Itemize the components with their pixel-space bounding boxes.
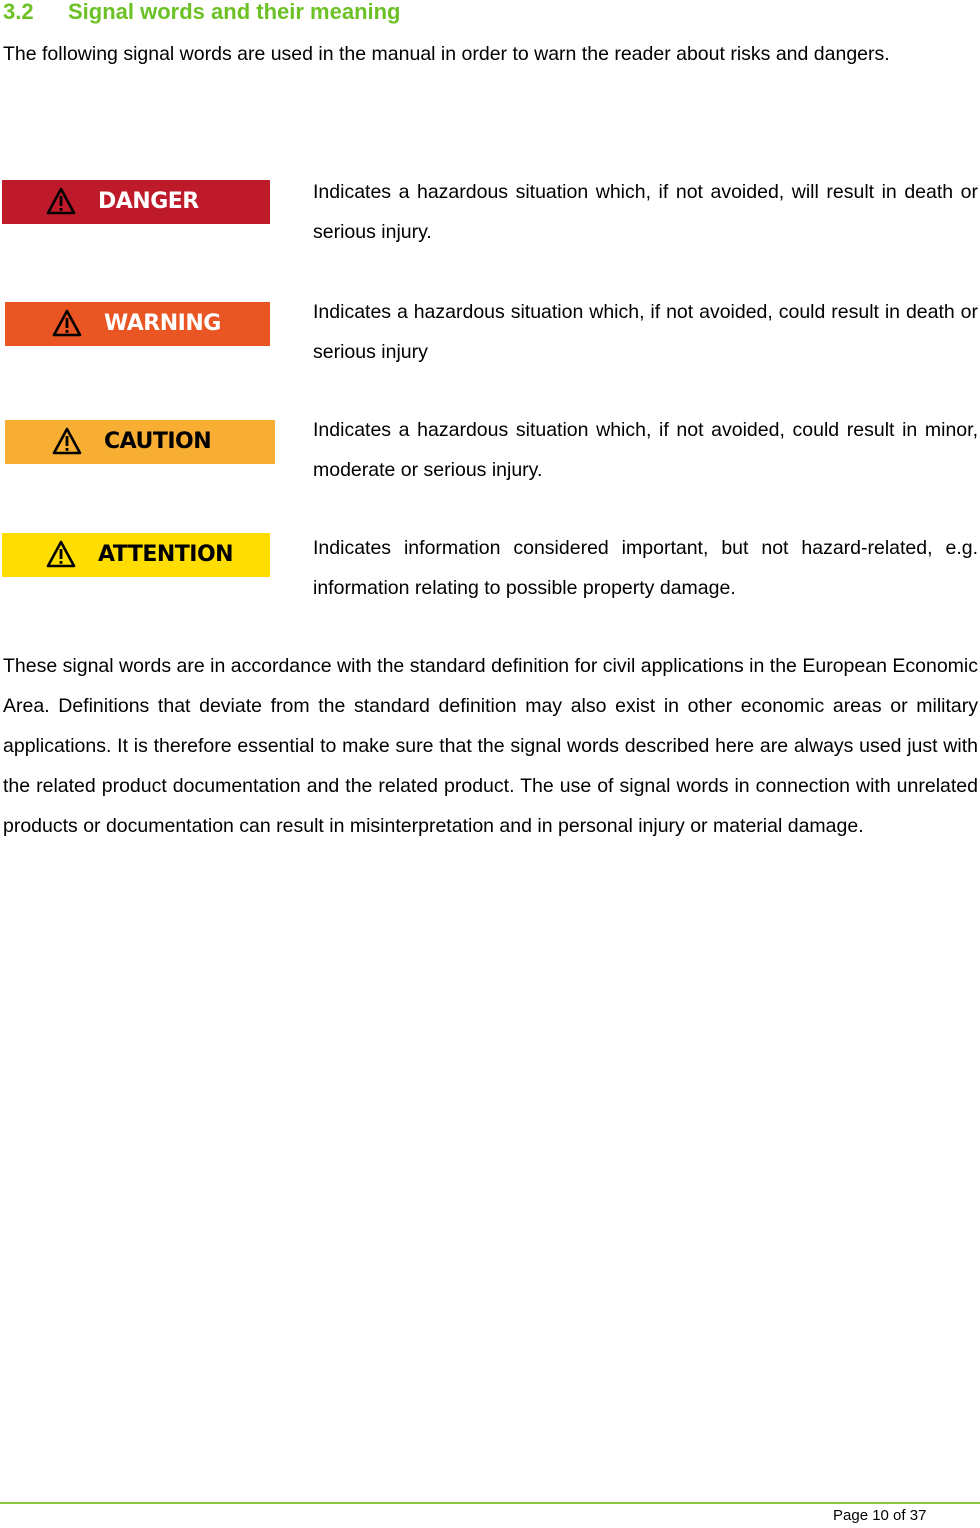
attention-badge	[2, 533, 270, 577]
signal-row-warning	[0, 292, 980, 382]
caution-description: Indicates a hazardous situation which, if not avoided, could result in minor, moderate or serious injury.	[313, 419, 978, 481]
warning-triangle-icon	[52, 309, 82, 337]
intro-paragraph: The following signal words are used in the manual in order to warn the reader about risks and dangers.	[3, 43, 890, 65]
footer-divider	[0, 1502, 980, 1504]
signal-row-attention	[0, 528, 980, 618]
section-title: Signal words and their meaning	[68, 0, 401, 24]
caution-label: CAUTION	[104, 429, 212, 454]
caution-badge	[5, 420, 275, 464]
warning-description: Indicates a hazardous situation which, if not avoided, could result in death or serious injury	[313, 301, 978, 363]
danger-description: Indicates a hazardous situation which, if not avoided, will result in death or serious injury.	[313, 181, 978, 243]
danger-badge	[2, 180, 270, 224]
page-number: Page 10 of 37	[833, 1507, 927, 1524]
attention-label: ATTENTION	[98, 542, 234, 567]
warning-badge	[5, 302, 270, 346]
signal-row-danger	[0, 172, 980, 262]
section-number: 3.2	[3, 0, 34, 24]
signal-row-caution	[0, 410, 980, 500]
section-heading	[3, 0, 401, 26]
warning-triangle-icon	[46, 540, 76, 568]
warning-triangle-icon	[46, 187, 76, 215]
attention-description: Indicates information considered important, but not hazard-related, e.g. information relating to possible property damage.	[313, 537, 978, 599]
warning-label: WARNING	[104, 311, 221, 336]
danger-label: DANGER	[98, 189, 199, 214]
body-paragraph: These signal words are in accordance with the standard definition for civil applications in the European Economic Area. Definitions that deviate from the standard definition may also exist in other economic areas or military applications. It is therefore essential to make sure that the signal words described here are always used just with the related product documentation and the related product. The use of signal words in connection with unrelated products or documentation can result in misinterpretation and in personal injury or material damage.	[3, 655, 978, 837]
warning-triangle-icon	[52, 427, 82, 455]
